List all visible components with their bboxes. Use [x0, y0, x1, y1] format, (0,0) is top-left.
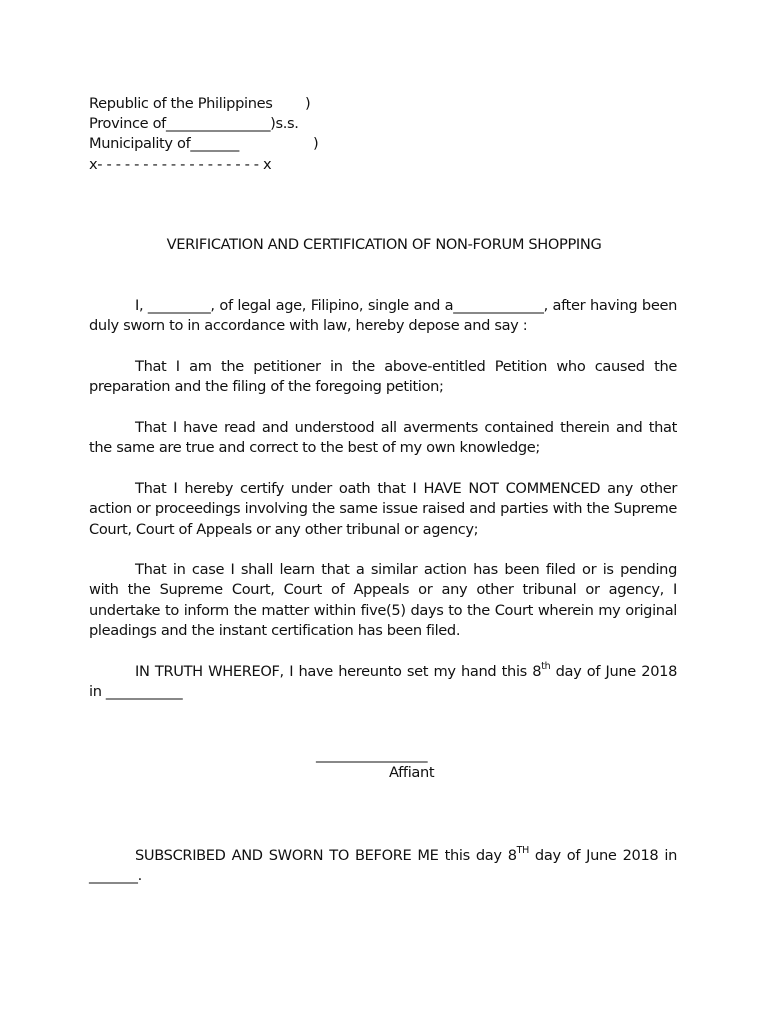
- document-title: VERIFICATION AND CERTIFICATION OF NON-FORUM SHOPPING: [166, 236, 602, 253]
- truth-superscript: th: [541, 661, 551, 673]
- paragraph-petitioner: That I am the petitioner in the above-entitled Petition who caused the preparation and the filing of the foregoing petition;: [89, 358, 677, 396]
- paragraph-affiant-intro: I, _________, of legal age, Filipino, single and a_____________, after having been duly sworn to in accordance with law, hereby depose and say :: [89, 297, 677, 335]
- subscribed-superscript: TH: [516, 845, 529, 857]
- header-province: Province of_______________)s.s.: [89, 115, 299, 132]
- affiant-label: Affiant: [389, 764, 435, 781]
- header-republic: Republic of the Philippines: [89, 95, 273, 112]
- paragraph-certification: That I hereby certify under oath that I HAVE NOT COMMENCED any other action or proceedings involving the same issue raised and parties with the Supreme Court, Court of Appeals or any other tribunal or agency;: [89, 480, 677, 538]
- paragraph-subscribed-sworn: [89, 846, 677, 887]
- truth-text-after: day of June 2018 in ___________: [89, 663, 678, 701]
- header-municipality-paren: ): [313, 135, 319, 152]
- paragraph-in-truth-whereof: [89, 662, 677, 703]
- truth-text-before: IN TRUTH WHEREOF, I have hereunto set my hand this 8: [135, 663, 542, 680]
- header-separator: x- - - - - - - - - - - - - - - - - - x: [89, 156, 272, 173]
- signature-line: ________________: [316, 746, 428, 763]
- header-municipality: Municipality of_______: [89, 135, 239, 152]
- paragraph-undertaking: That in case I shall learn that a similar action has been filed or is pending with the Supreme Court, Court of Appeals or any other tribunal or agency, I undertake to inform the matter within five(5) days to the Court wherein my original pleadings and the instant certification has been filed.: [89, 561, 677, 639]
- header-republic-paren: ): [305, 95, 311, 112]
- paragraph-averments: That I have read and understood all averments contained therein and that the same are true and correct to the best of my own knowledge;: [89, 419, 677, 457]
- subscribed-text-after: day of June 2018 in _______.: [89, 847, 677, 885]
- subscribed-text-before: SUBSCRIBED AND SWORN TO BEFORE ME this day 8: [135, 847, 517, 864]
